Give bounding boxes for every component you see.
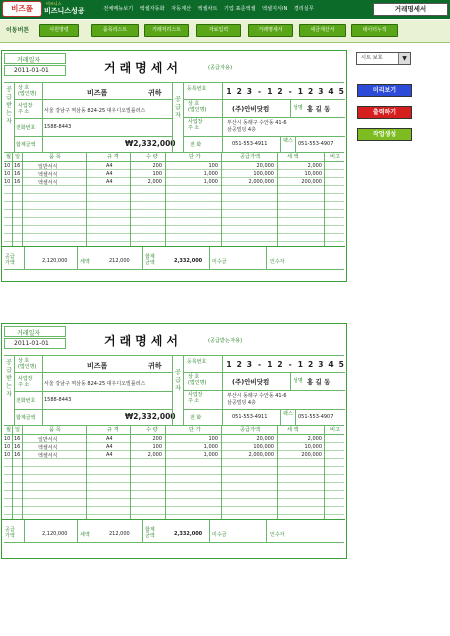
- reg-digit: 3: [246, 87, 252, 96]
- table-cell: A4: [106, 179, 113, 185]
- buyer-phone-label: 전화번호: [16, 398, 36, 404]
- invoice-title: 거래명세서: [104, 61, 182, 75]
- table-cell: 10: [4, 444, 11, 450]
- buyer-addr-label: 사업장 주 소: [18, 103, 33, 115]
- table-cell: 16: [14, 163, 21, 169]
- table-cell: A4: [106, 171, 113, 177]
- top-menu: [100, 0, 317, 19]
- header-supply: 공급가액: [240, 427, 261, 433]
- header-spec: 규 격: [107, 427, 119, 433]
- footer-receiver-label: 인수자: [270, 532, 285, 538]
- reg-digit: 2: [277, 87, 283, 96]
- supplier-name-label: 상 호 (법인명): [188, 101, 207, 113]
- table-cell: 1,000: [203, 171, 218, 177]
- table-cell: 엑셀서식: [38, 445, 58, 451]
- brand-logo: [44, 1, 96, 17]
- supplier-addr-label: 사업장 주 소: [188, 119, 203, 131]
- reg-digit: 2: [236, 360, 242, 369]
- table-cell: 16: [14, 171, 21, 177]
- table-cell: A4: [106, 444, 113, 450]
- invoice-subtitle: (공급받는자용): [208, 338, 243, 344]
- date-label: 거래일자: [17, 330, 41, 337]
- buyer-total: ₩2,332,000: [125, 412, 176, 421]
- reg-digit: 3: [318, 360, 324, 369]
- date-value: 2011-01-01: [14, 340, 49, 347]
- header-item: 품 목: [49, 427, 61, 433]
- supplier-name: (주)안비닷컴: [232, 378, 270, 386]
- items-header: [4, 153, 344, 161]
- reg-digit: -: [258, 360, 262, 369]
- table-cell: 16: [14, 444, 21, 450]
- row-divider: [4, 241, 344, 242]
- menu-standard-excel[interactable]: 기업 표준엑셀: [223, 6, 256, 12]
- menu-auto-calc[interactable]: 자동계산: [171, 6, 192, 12]
- footer-tax: 212,000: [109, 531, 130, 537]
- supplier-addr2: 삼공빌딩 4층: [227, 400, 256, 406]
- sheet-protect-select[interactable]: 시트 보호: [356, 52, 411, 65]
- nav-button-employees[interactable]: 사원명령: [39, 24, 79, 37]
- buyer-section-label: 공급받는자: [6, 86, 12, 125]
- table-cell: 20,000: [256, 436, 274, 442]
- table-cell: A4: [106, 163, 113, 169]
- supplier-fax-label: 팩스: [283, 411, 293, 417]
- table-cell: 200: [152, 436, 162, 442]
- table-cell: 16: [14, 436, 21, 442]
- table-cell: 2,000,000: [248, 452, 274, 458]
- supplier-name-label: 상 호 (법인명): [188, 374, 207, 386]
- reg-digit: 4: [328, 87, 334, 96]
- supplier-fax: 051-553-4907: [298, 414, 334, 420]
- brand-large-text: 비즈니스성공: [44, 7, 85, 15]
- date-value: 2011-01-01: [14, 67, 49, 74]
- table-cell: 엑셀서식: [38, 453, 58, 459]
- nav-bar: [0, 20, 450, 43]
- header-month: 월: [6, 154, 12, 160]
- reg-digit: -: [288, 360, 292, 369]
- table-cell: 2,000,000: [248, 179, 274, 185]
- supplier-reg-label: 등록번호: [187, 86, 207, 92]
- buyer-addr: 서울 강남구 역삼동 824-25 대우디오빌플러스: [44, 381, 146, 387]
- buyer-phone: 1588-8443: [44, 397, 72, 403]
- table-cell: A4: [106, 452, 113, 458]
- row-divider: [4, 490, 344, 491]
- nav-button-invoice[interactable]: 거래명세서: [248, 24, 293, 37]
- menu-excel-chart[interactable]: 엑셀차트: [197, 6, 218, 12]
- reg-digit: 2: [277, 360, 283, 369]
- invoice-title: 거래명세서: [104, 334, 182, 348]
- reg-digit: 2: [307, 87, 314, 96]
- footer-tax-label: 세액: [80, 259, 90, 265]
- brand-small-text: 비즈니스: [46, 1, 62, 6]
- reg-digit: 2: [307, 360, 314, 369]
- header-supply: 공급가액: [240, 154, 261, 160]
- row-divider: [4, 506, 344, 507]
- buyer-honorific: 귀하: [148, 89, 162, 97]
- table-cell: 16: [14, 452, 21, 458]
- row-divider: [4, 474, 344, 475]
- reg-digit: 1: [297, 87, 303, 96]
- table-cell: 10,000: [304, 171, 322, 177]
- row-divider: [4, 498, 344, 499]
- buyer-name: 비즈폼: [87, 89, 108, 97]
- footer-supply: 2,120,000: [42, 258, 68, 264]
- menu-accounting[interactable]: 경리실무: [293, 6, 314, 12]
- header-qty: 수 량: [146, 427, 158, 433]
- menu-excel-knowledge[interactable]: 엑셀지식iN: [262, 6, 288, 12]
- row-divider: [4, 217, 344, 218]
- buyer-name-label: 상 호 (법인명): [18, 85, 37, 97]
- row-divider: [4, 201, 344, 202]
- table-cell: 2,000: [147, 179, 162, 185]
- reg-digit: 5: [338, 360, 344, 369]
- row-divider: [4, 209, 344, 210]
- header-unit-price: 단 가: [189, 154, 201, 160]
- footer-supply-label: 공급 가액: [5, 254, 15, 266]
- supplier-addr1: 부산시 동래구 수안동 41-6: [227, 393, 287, 399]
- bizform-logo[interactable]: [2, 1, 42, 17]
- table-cell: 100: [152, 171, 162, 177]
- row-divider: [4, 442, 344, 443]
- buyer-honorific: 귀하: [148, 362, 162, 370]
- table-cell: 10: [4, 179, 11, 185]
- reg-digit: 5: [338, 87, 344, 96]
- table-cell: 2,000: [307, 163, 322, 169]
- table-cell: 200,000: [301, 452, 322, 458]
- items-header: [4, 426, 344, 434]
- reg-digit: 1: [226, 360, 232, 369]
- table-cell: 10: [4, 452, 11, 458]
- supplier-ceo-label: 성명: [293, 105, 303, 111]
- footer-receipt-label: 미수금: [212, 532, 227, 538]
- buyer-total: ₩2,332,000: [125, 139, 176, 148]
- supplier-addr-label: 사업장 주 소: [188, 392, 203, 404]
- chevron-down-icon[interactable]: ▼: [398, 53, 410, 64]
- table-cell: 엑셀서식: [38, 172, 58, 178]
- footer-receipt-label: 미수금: [212, 259, 227, 265]
- table-cell: 일반서식: [38, 437, 58, 443]
- footer-total: 2,332,000: [174, 258, 203, 264]
- supplier-fax-label: 팩스: [283, 138, 293, 144]
- footer-receiver-label: 인수자: [270, 259, 285, 265]
- reg-digit: 3: [318, 87, 324, 96]
- row-divider: [4, 177, 344, 178]
- supplier-phone-label: 전 화: [190, 142, 202, 148]
- buyer-addr: 서울 강남구 역삼동 824-25 대우디오빌플러스: [44, 108, 146, 114]
- supplier-phone: 051-553-4911: [232, 414, 268, 420]
- buyer-total-label: 합계금액: [16, 142, 36, 148]
- header-day: 일: [15, 427, 21, 433]
- table-cell: 200,000: [301, 179, 322, 185]
- buyer-phone: 1588-8443: [44, 124, 72, 130]
- footer-total-label: 합계 금액: [145, 254, 155, 266]
- header-tax: 세 액: [287, 427, 299, 433]
- supplier-addr2: 삼공빌딩 4층: [227, 127, 256, 133]
- table-cell: 1,000: [203, 179, 218, 185]
- buyer-addr-label: 사업장 주 소: [18, 376, 33, 388]
- row-divider: [4, 225, 344, 226]
- nav-button-data-entry[interactable]: 자료입력: [196, 24, 241, 37]
- supplier-phone-label: 전 화: [190, 415, 202, 421]
- table-cell: 2,000: [147, 452, 162, 458]
- supplier-phone: 051-553-4911: [232, 141, 268, 147]
- buyer-name: 비즈폼: [87, 362, 108, 370]
- nav-button-data-accumulate[interactable]: 데이터누적: [351, 24, 398, 37]
- table-cell: 16: [14, 179, 21, 185]
- reg-digit: 1: [297, 360, 303, 369]
- menu-all[interactable]: 전체메뉴보기: [103, 6, 134, 12]
- print-button[interactable]: 출력하기: [357, 106, 412, 119]
- nav-button-items[interactable]: 품목리스트: [91, 24, 139, 37]
- supplier-ceo: 홍 길 동: [307, 378, 331, 386]
- buyer-name-label: 상 호 (법인명): [18, 358, 37, 370]
- row-divider: [4, 233, 344, 234]
- preview-button[interactable]: 미리보기: [357, 84, 412, 97]
- table-cell: 100,000: [253, 171, 274, 177]
- header-month: 월: [6, 427, 12, 433]
- row-divider: [4, 450, 344, 451]
- invoice-supplier-copy: [1, 50, 347, 282]
- table-cell: 20,000: [256, 163, 274, 169]
- reg-digit: 1: [267, 360, 273, 369]
- footer-supply: 2,120,000: [42, 531, 68, 537]
- row-divider: [4, 466, 344, 467]
- supplier-name: (주)안비닷컴: [232, 105, 270, 113]
- header-item: 품 목: [49, 154, 61, 160]
- header-note: 비고: [330, 427, 341, 433]
- table-cell: 10: [4, 163, 11, 169]
- header-unit-price: 단 가: [189, 427, 201, 433]
- row-divider: [4, 169, 344, 170]
- supplier-section-label: 공급자: [175, 96, 181, 119]
- footer-total: 2,332,000: [174, 531, 203, 537]
- create-button[interactable]: 작업생성: [357, 128, 412, 141]
- table-cell: 1,000: [203, 444, 218, 450]
- logo-text: 비즈폼: [11, 4, 33, 13]
- reg-digit: -: [258, 87, 262, 96]
- header-day: 일: [15, 154, 21, 160]
- page-title: 거래명세서: [373, 3, 448, 16]
- table-cell: 100: [152, 444, 162, 450]
- footer-supply-label: 공급 가액: [5, 527, 15, 539]
- nav-button-clients[interactable]: 거래처리스트: [144, 24, 189, 37]
- table-cell: 10: [4, 436, 11, 442]
- buyer-phone-label: 전화번호: [16, 125, 36, 131]
- table-cell: A4: [106, 436, 113, 442]
- table-cell: 100,000: [253, 444, 274, 450]
- reg-digit: 3: [246, 360, 252, 369]
- header-qty: 수 량: [146, 154, 158, 160]
- row-divider: [4, 482, 344, 483]
- table-cell: 일반서식: [38, 164, 58, 170]
- table-cell: 1,000: [203, 452, 218, 458]
- reg-digit: 2: [236, 87, 242, 96]
- supplier-reg-label: 등록번호: [187, 359, 207, 365]
- table-cell: 엑셀서식: [38, 180, 58, 186]
- menu-excel-auto[interactable]: 엑셀자동화: [139, 6, 165, 12]
- row-divider: [4, 458, 344, 459]
- invoice-subtitle: (공급자용): [208, 65, 233, 71]
- table-cell: 100: [208, 163, 218, 169]
- invoice-buyer-copy: [1, 323, 347, 559]
- supplier-ceo-label: 성명: [293, 378, 303, 384]
- table-cell: 200: [152, 163, 162, 169]
- supplier-fax: 051-553-4907: [298, 141, 334, 147]
- header-tax: 세 액: [287, 154, 299, 160]
- top-bar: [0, 0, 450, 19]
- table-cell: 10: [4, 171, 11, 177]
- table-cell: 2,000: [307, 436, 322, 442]
- reg-digit: 1: [267, 87, 273, 96]
- supplier-addr1: 부산시 동래구 수안동 41-6: [227, 120, 287, 126]
- footer-tax-label: 세액: [80, 532, 90, 538]
- nav-label: 이동버튼: [6, 27, 30, 34]
- footer-total-label: 합계 금액: [145, 527, 155, 539]
- buyer-total-label: 합계금액: [16, 415, 36, 421]
- footer-tax: 212,000: [109, 258, 130, 264]
- date-label: 거래일자: [17, 57, 41, 64]
- row-divider: [4, 514, 344, 515]
- table-cell: 100: [208, 436, 218, 442]
- row-divider: [4, 193, 344, 194]
- reg-digit: 1: [226, 87, 232, 96]
- nav-button-tax-invoice[interactable]: 세금계산서: [299, 24, 346, 37]
- row-divider: [4, 185, 344, 186]
- header-spec: 규 격: [107, 154, 119, 160]
- supplier-ceo: 홍 길 동: [307, 105, 331, 113]
- supplier-section-label: 공급자: [175, 369, 181, 392]
- reg-digit: -: [288, 87, 292, 96]
- buyer-section-label: 공급받는자: [6, 359, 12, 398]
- header-note: 비고: [330, 154, 341, 160]
- table-cell: 10,000: [304, 444, 322, 450]
- reg-digit: 4: [328, 360, 334, 369]
